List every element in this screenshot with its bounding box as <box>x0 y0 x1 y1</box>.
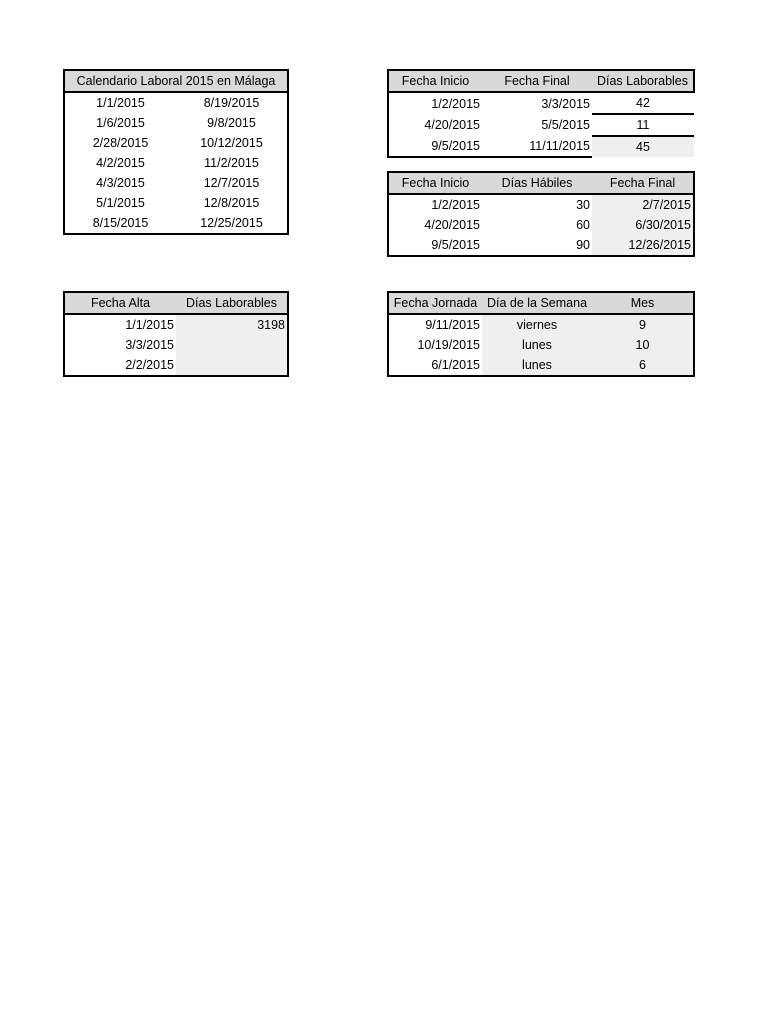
column-header-end-date[interactable]: Fecha Final <box>592 172 694 194</box>
holiday-date-cell[interactable]: 4/2/2015 <box>96 156 145 170</box>
table-row <box>388 92 694 114</box>
column-header-start-date[interactable]: Fecha Inicio <box>388 172 482 194</box>
table-row <box>388 215 694 235</box>
holiday-date-cell[interactable]: 12/7/2015 <box>203 176 260 190</box>
holiday-calendar-header[interactable]: Calendario Laboral 2015 en Málaga <box>64 70 288 92</box>
table-row <box>388 136 694 157</box>
holiday-date-cell[interactable]: 9/8/2015 <box>207 116 256 130</box>
hire-date-cell[interactable]: 1/1/2015 <box>125 318 174 332</box>
holiday-date-cell[interactable]: 12/25/2015 <box>200 216 263 230</box>
table-row <box>388 194 694 215</box>
column-header-start-date[interactable]: Fecha Inicio <box>388 70 482 92</box>
workday-date-cell[interactable]: 9/11/2015 <box>425 318 480 332</box>
table-row <box>388 314 694 335</box>
hire-date-table <box>63 291 289 377</box>
table-row <box>64 113 288 133</box>
month-cell[interactable]: 10 <box>592 335 694 355</box>
start-date-cell[interactable]: 1/2/2015 <box>431 198 480 212</box>
business-days-cell[interactable]: 30 <box>576 198 590 212</box>
start-date-cell[interactable]: 9/5/2015 <box>431 238 480 252</box>
column-header-month[interactable]: Mes <box>592 292 694 314</box>
column-header-business-days[interactable]: Días Hábiles <box>482 172 592 194</box>
holiday-date-cell[interactable]: 4/3/2015 <box>96 176 145 190</box>
month-cell[interactable]: 6 <box>592 355 694 376</box>
workday-date-cell[interactable]: 10/19/2015 <box>417 338 480 352</box>
business-days-cell[interactable]: 90 <box>576 238 590 252</box>
table-row <box>64 213 288 234</box>
end-date-cell[interactable]: 5/5/2015 <box>541 118 590 132</box>
workdays-cell[interactable]: 11 <box>592 114 694 136</box>
table-row <box>64 314 288 335</box>
start-date-cell[interactable]: 4/20/2015 <box>424 118 480 132</box>
workdays-cell[interactable] <box>176 355 288 376</box>
table-row <box>64 355 288 376</box>
holiday-date-cell[interactable]: 1/6/2015 <box>96 116 145 130</box>
holiday-date-cell[interactable]: 1/1/2015 <box>96 96 145 110</box>
column-header-workday-date[interactable]: Fecha Jornada <box>388 292 482 314</box>
table-row <box>64 173 288 193</box>
table-row <box>64 133 288 153</box>
column-header-workdays[interactable]: Días Laborables <box>176 292 288 314</box>
column-header-end-date[interactable]: Fecha Final <box>482 70 592 92</box>
workdays-cell[interactable]: 45 <box>592 136 694 157</box>
holiday-date-cell[interactable]: 8/15/2015 <box>92 216 149 230</box>
workdays-table <box>387 69 695 158</box>
weekday-table <box>387 291 695 377</box>
workday-date-cell[interactable]: 6/1/2015 <box>431 358 480 372</box>
holiday-date-cell[interactable]: 2/28/2015 <box>92 136 149 150</box>
table-row <box>388 355 694 376</box>
weekday-cell[interactable]: lunes <box>482 335 592 355</box>
table-row <box>388 114 694 136</box>
holiday-date-cell[interactable]: 12/8/2015 <box>203 196 260 210</box>
end-date-cell[interactable]: 6/30/2015 <box>592 215 694 235</box>
table-row <box>64 92 288 113</box>
business-days-cell[interactable]: 60 <box>576 218 590 232</box>
start-date-cell[interactable]: 1/2/2015 <box>431 96 480 111</box>
start-date-cell[interactable]: 9/5/2015 <box>388 136 482 157</box>
table-row <box>64 335 288 355</box>
column-header-workdays[interactable]: Días Laborables <box>592 70 694 92</box>
column-header-hire-date[interactable]: Fecha Alta <box>64 292 176 314</box>
end-date-cell[interactable]: 11/11/2015 <box>482 136 592 157</box>
workdays-cell[interactable]: 42 <box>592 92 694 114</box>
column-header-weekday[interactable]: Día de la Semana <box>482 292 592 314</box>
month-cell[interactable]: 9 <box>592 314 694 335</box>
holiday-date-cell[interactable]: 5/1/2015 <box>96 196 145 210</box>
hire-date-cell[interactable]: 3/3/2015 <box>125 338 174 352</box>
workdays-cell[interactable] <box>176 335 288 355</box>
start-date-cell[interactable]: 4/20/2015 <box>424 218 480 232</box>
end-date-cell[interactable]: 12/26/2015 <box>592 235 694 256</box>
holiday-date-cell[interactable]: 10/12/2015 <box>200 136 263 150</box>
workdays-cell[interactable]: 3198 <box>176 314 288 335</box>
hire-date-cell[interactable]: 2/2/2015 <box>125 358 174 372</box>
table-row <box>388 335 694 355</box>
end-date-cell[interactable]: 2/7/2015 <box>592 194 694 215</box>
holiday-date-cell[interactable]: 8/19/2015 <box>203 96 260 110</box>
table-row <box>64 153 288 173</box>
weekday-cell[interactable]: lunes <box>482 355 592 376</box>
table-row <box>64 193 288 213</box>
holiday-calendar-table <box>63 69 289 235</box>
end-date-cell[interactable]: 3/3/2015 <box>541 96 590 111</box>
weekday-cell[interactable]: viernes <box>482 314 592 335</box>
holiday-date-cell[interactable]: 11/2/2015 <box>204 156 259 170</box>
business-days-table <box>387 171 695 257</box>
table-row <box>388 235 694 256</box>
